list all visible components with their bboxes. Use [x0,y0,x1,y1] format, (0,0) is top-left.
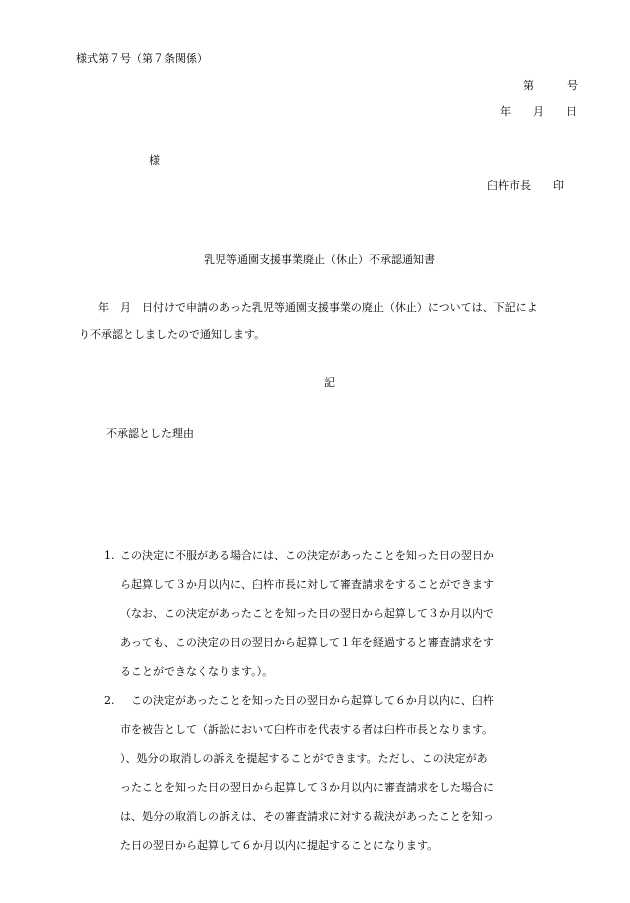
note-line: た日の翌日から起算して６か月以内に提起することになります。 [120,839,439,852]
note-line: （なお、この決定があったことを知った日の翌日から起算して３か月以内で [120,607,494,620]
body-line-2: り不承認としましたので通知します。 [79,328,266,341]
note-line: ら起算して３か月以内に、臼杵市長に対して審査請求をすることができます [120,578,494,591]
sender-title: 臼杵市長 印 [487,179,564,192]
note-item-1 [104,541,540,686]
document-number: 第 号 [523,79,578,92]
note-line: ることができなくなります。）。 [120,665,274,678]
form-label: 様式第７号（第７条関係） [76,52,208,65]
document-title: 乳児等通園支援事業廃止（休止）不承認通知書 [204,253,435,266]
note-line: ）、処分の取消しの訴えを提起することができます。ただし、この決定があ [120,752,488,765]
appeal-notes [104,541,540,860]
note-number: 1. [104,549,115,562]
note-line: この決定に不服がある場合には、この決定があったことを知った日の翌日か [120,549,494,562]
note-line: ったことを知った日の翌日から起算して３か月以内に審査請求をした場合に [120,781,494,794]
note-line: は、処分の取消しの訴えは、その審査請求に対する裁決があったことを知っ [120,810,494,823]
note-number: 2. [104,694,115,707]
ki-heading: 記 [324,376,335,389]
reason-label: 不承認とした理由 [106,427,194,440]
recipient-suffix: 様 [149,154,160,167]
note-line: 市を被告として（訴訟において臼杵市を代表する者は臼杵市長となります。 [120,723,494,736]
issue-date: 年 月 日 [500,105,577,118]
body-line-1: 年 月 日付けで申請のあった乳児等通園支援事業の廃止（休止）については、下記によ [98,301,538,314]
note-line: この決定があったことを知った日の翌日から起算して６か月以内に、臼杵 [120,694,494,707]
note-item-2 [104,686,540,860]
note-line: あっても、この決定の日の翌日から起算して１年を経過すると審査請求をす [120,636,494,649]
